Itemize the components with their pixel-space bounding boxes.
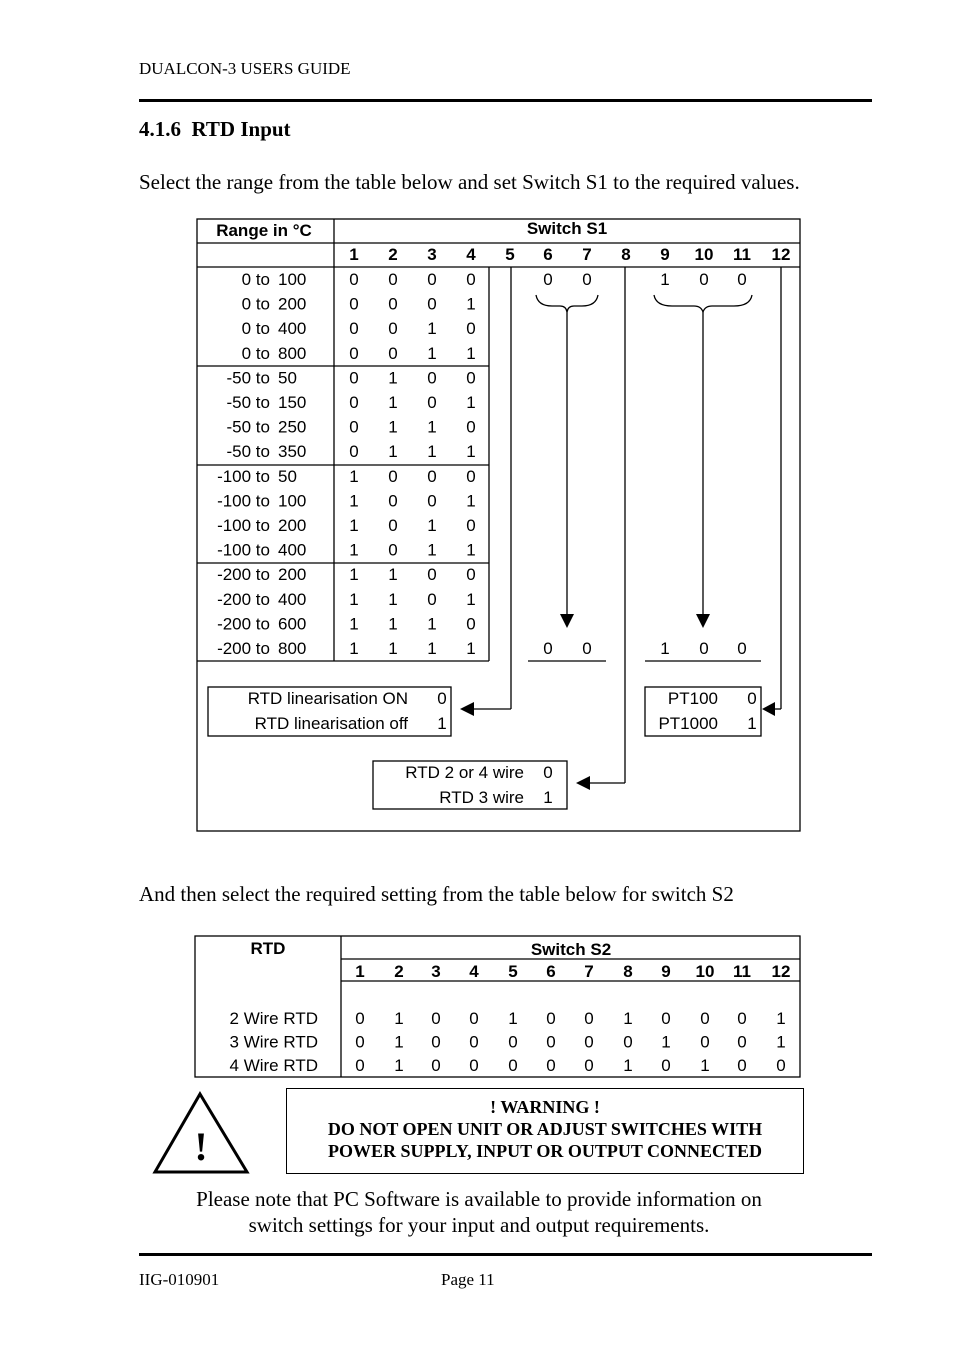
range-from: -50 to bbox=[226, 442, 270, 462]
rtd-wire-label: 3 Wire RTD bbox=[229, 1032, 318, 1052]
range-from: -200 to bbox=[217, 614, 270, 634]
warning-box bbox=[286, 1088, 804, 1174]
note-line-2: switch settings for your input and output requirements. bbox=[248, 1213, 710, 1237]
switch-bit: 0 bbox=[431, 1009, 441, 1028]
switch-column-header: 9 bbox=[661, 962, 671, 981]
switch-bit: 1 bbox=[427, 319, 437, 339]
switch-bit: 1 bbox=[349, 614, 359, 634]
switch-bit: 1 bbox=[394, 1056, 404, 1075]
switch-bit: 0 bbox=[427, 294, 437, 314]
range-to: 400 bbox=[278, 319, 307, 339]
range-from: -200 to bbox=[217, 639, 270, 658]
switch-bit: 0 bbox=[469, 1056, 479, 1075]
switch-bit: 0 bbox=[349, 442, 359, 462]
switch-bit: 1 bbox=[776, 1009, 786, 1028]
switch-bit: 0 bbox=[427, 589, 437, 609]
switch-bit: 0 bbox=[584, 1032, 594, 1052]
switch-bit: 0 bbox=[349, 393, 359, 412]
switch-column-header: 7 bbox=[584, 962, 594, 981]
switch-bit: 0 bbox=[427, 270, 437, 289]
range-to: 400 bbox=[278, 540, 307, 560]
switch-bit: 0 bbox=[355, 1056, 365, 1075]
switch-bit-9-11-result: 0 bbox=[699, 639, 709, 658]
range-to: 100 bbox=[278, 491, 307, 511]
switch-bit: 0 bbox=[776, 1056, 786, 1075]
switch-bit: 0 bbox=[466, 417, 476, 437]
switch-bit: 1 bbox=[427, 540, 437, 560]
range-from: 0 to bbox=[241, 343, 270, 363]
switch-bit-9-11-result: 1 bbox=[660, 639, 670, 658]
switch-bit: 1 bbox=[623, 1009, 633, 1028]
switch-bit: 1 bbox=[508, 1009, 518, 1028]
switch-bit: 1 bbox=[466, 442, 476, 462]
switch-bit: 0 bbox=[546, 1032, 556, 1052]
switch-column-header: 7 bbox=[582, 245, 592, 264]
switch-bit: 1 bbox=[394, 1009, 404, 1028]
switch-bit-9-11: 0 bbox=[699, 270, 709, 289]
switch-bit: 1 bbox=[466, 343, 476, 363]
warning-exclamation: ! bbox=[194, 1124, 208, 1169]
switch-bit: 0 bbox=[388, 540, 398, 560]
switch-bit: 0 bbox=[388, 294, 398, 314]
switch-column-header: 3 bbox=[431, 962, 441, 981]
range-to: 200 bbox=[278, 565, 307, 585]
switch-column-header: 12 bbox=[771, 962, 791, 981]
range-from: -50 to bbox=[226, 393, 270, 412]
switch-bit: 1 bbox=[427, 516, 437, 535]
switch-bit: 0 bbox=[349, 319, 359, 339]
switch-column-header: 4 bbox=[469, 962, 479, 981]
switch-bit: 1 bbox=[388, 589, 398, 609]
range-to: 100 bbox=[278, 270, 307, 289]
switch-bit: 0 bbox=[388, 319, 398, 339]
switch-bit: 0 bbox=[388, 491, 398, 511]
switch-column-header: 11 bbox=[733, 962, 751, 981]
switch-column-header: 10 bbox=[695, 962, 715, 981]
range-to: 800 bbox=[278, 639, 307, 658]
switch-bit: 1 bbox=[388, 614, 398, 634]
switch-bit: 1 bbox=[466, 294, 476, 314]
switch-bit: 0 bbox=[431, 1032, 441, 1052]
switch-bit: 0 bbox=[355, 1009, 365, 1028]
range-to: 800 bbox=[278, 343, 307, 363]
switch-bit: 0 bbox=[431, 1056, 441, 1075]
range-to: 250 bbox=[278, 417, 307, 437]
switch-column-header: 5 bbox=[508, 962, 518, 981]
switch-bit: 0 bbox=[661, 1009, 671, 1028]
switch-bit: 1 bbox=[388, 393, 398, 412]
page-number: Page 11 bbox=[441, 1270, 495, 1289]
sensor-option: PT100 bbox=[667, 689, 718, 708]
switch-bit-6-7: 0 bbox=[543, 270, 553, 289]
note-line-1: Please note that PC Software is available to provide information on bbox=[196, 1187, 762, 1211]
rtd-wire-label: 2 Wire RTD bbox=[229, 1009, 318, 1028]
switch-bit: 1 bbox=[776, 1032, 786, 1052]
switch-bit: 1 bbox=[388, 417, 398, 437]
document-header: DUALCON-3 USERS GUIDE bbox=[139, 59, 351, 78]
sensor-option: PT1000 bbox=[658, 714, 718, 733]
switch-bit: 0 bbox=[355, 1032, 365, 1052]
switch-s2-table bbox=[0, 920, 954, 1090]
switch-bit: 1 bbox=[388, 565, 398, 585]
switch-column-header: 1 bbox=[349, 245, 359, 264]
warning-title: ! WARNING ! bbox=[490, 1097, 600, 1117]
switch-bit: 0 bbox=[466, 565, 476, 585]
switch-s1-header: Switch S1 bbox=[526, 219, 608, 238]
switch-column-header: 2 bbox=[388, 245, 398, 264]
range-from: -50 to bbox=[226, 417, 270, 437]
switch-bit-9-11-result: 0 bbox=[737, 639, 747, 658]
range-from: -100 to bbox=[217, 540, 270, 560]
sensor-value: 1 bbox=[747, 714, 757, 733]
switch-bit: 0 bbox=[546, 1009, 556, 1028]
switch-bit: 1 bbox=[349, 491, 359, 511]
switch-bit: 1 bbox=[349, 639, 359, 658]
range-from: -200 to bbox=[217, 589, 270, 609]
range-from: 0 to bbox=[241, 319, 270, 339]
wire-option: RTD 2 or 4 wire bbox=[405, 763, 524, 782]
switch-column-header: 10 bbox=[694, 245, 714, 264]
switch-bit: 0 bbox=[466, 516, 476, 535]
switch-column-header: 1 bbox=[355, 962, 365, 981]
switch-bit: 1 bbox=[466, 393, 476, 412]
switch-bit: 0 bbox=[661, 1056, 671, 1075]
rtd-wire-label: 4 Wire RTD bbox=[229, 1056, 318, 1075]
switch-s2-header: Switch S2 bbox=[530, 940, 612, 959]
switch-bit: 1 bbox=[349, 466, 359, 486]
warning-line-1: DO NOT OPEN UNIT OR ADJUST SWITCHES WITH bbox=[327, 1119, 763, 1139]
switch-bit: 0 bbox=[349, 294, 359, 314]
linearisation-option: RTD linearisation ON bbox=[247, 689, 408, 708]
switch-column-header: 9 bbox=[660, 245, 670, 264]
linearisation-option: RTD linearisation off bbox=[254, 714, 408, 733]
switch-bit: 0 bbox=[349, 270, 359, 289]
switch-bit: 0 bbox=[388, 516, 398, 535]
warning-triangle-icon bbox=[152, 1090, 252, 1176]
switch-column-header: 6 bbox=[546, 962, 556, 981]
switch-bit: 0 bbox=[737, 1009, 747, 1028]
switch-bit: 0 bbox=[349, 343, 359, 363]
switch-bit: 1 bbox=[349, 540, 359, 560]
switch-bit: 0 bbox=[349, 368, 359, 388]
switch-bit: 0 bbox=[623, 1032, 633, 1052]
switch-column-header: 6 bbox=[543, 245, 553, 264]
switch-bit: 1 bbox=[349, 565, 359, 585]
switch-bit: 0 bbox=[427, 393, 437, 412]
sensor-value: 0 bbox=[747, 689, 757, 708]
switch-bit: 0 bbox=[737, 1056, 747, 1075]
switch-bit: 1 bbox=[427, 343, 437, 363]
wire-value: 1 bbox=[543, 788, 553, 807]
range-to: 50 bbox=[278, 466, 297, 486]
switch-bit: 1 bbox=[661, 1032, 671, 1052]
switch-bit: 0 bbox=[466, 614, 476, 634]
switch-bit: 0 bbox=[737, 1032, 747, 1052]
switch-bit: 0 bbox=[388, 343, 398, 363]
switch-bit: 1 bbox=[427, 417, 437, 437]
linearisation-value: 0 bbox=[437, 689, 447, 708]
switch-bit: 0 bbox=[700, 1032, 710, 1052]
linearisation-value: 1 bbox=[437, 714, 447, 733]
switch-bit: 0 bbox=[427, 565, 437, 585]
switch-bit: 0 bbox=[508, 1032, 518, 1052]
switch-bit: 0 bbox=[508, 1056, 518, 1075]
switch-bit: 0 bbox=[546, 1056, 556, 1075]
switch-bit: 1 bbox=[466, 639, 476, 658]
switch-bit-6-7-result: 0 bbox=[543, 639, 553, 658]
switch-bit: 0 bbox=[466, 368, 476, 388]
range-to: 150 bbox=[278, 393, 307, 412]
switch-column-header: 11 bbox=[733, 245, 751, 264]
switch-bit: 0 bbox=[466, 319, 476, 339]
wire-option: RTD 3 wire bbox=[439, 788, 524, 807]
rtd-header: RTD bbox=[250, 939, 286, 958]
switch-column-header: 8 bbox=[621, 245, 631, 264]
intro-switch-s2: And then select the required setting from the table below for switch S2 bbox=[139, 882, 734, 906]
range-to: 200 bbox=[278, 294, 307, 314]
switch-bit: 1 bbox=[466, 491, 476, 511]
switch-bit: 1 bbox=[388, 442, 398, 462]
switch-bit: 0 bbox=[388, 270, 398, 289]
switch-bit: 0 bbox=[584, 1056, 594, 1075]
switch-bit: 1 bbox=[349, 516, 359, 535]
switch-column-header: 3 bbox=[427, 245, 437, 264]
switch-column-header: 8 bbox=[623, 962, 633, 981]
switch-bit: 1 bbox=[427, 614, 437, 634]
switch-bit: 1 bbox=[388, 368, 398, 388]
switch-bit: 1 bbox=[623, 1056, 633, 1075]
section-number: 4.1.6 bbox=[139, 117, 181, 141]
switch-bit: 1 bbox=[427, 639, 437, 658]
document-id: IIG-010901 bbox=[139, 1270, 220, 1289]
switch-bit: 0 bbox=[700, 1009, 710, 1028]
range-from: -50 to bbox=[226, 368, 270, 388]
switch-bit: 0 bbox=[427, 491, 437, 511]
switch-bit: 0 bbox=[466, 270, 476, 289]
switch-bit: 0 bbox=[427, 368, 437, 388]
range-from: -100 to bbox=[217, 516, 270, 535]
switch-bit: 0 bbox=[469, 1032, 479, 1052]
software-note bbox=[139, 1186, 819, 1238]
switch-column-header: 2 bbox=[394, 962, 404, 981]
range-to: 50 bbox=[278, 368, 297, 388]
range-from: -200 to bbox=[217, 565, 270, 585]
switch-bit-9-11: 0 bbox=[737, 270, 747, 289]
range-header: Range in °C bbox=[216, 221, 312, 240]
intro-switch-s1: Select the range from the table below and set Switch S1 to the required values. bbox=[139, 170, 800, 194]
footer-rule bbox=[139, 1253, 872, 1256]
switch-bit: 1 bbox=[427, 442, 437, 462]
switch-column-header: 12 bbox=[771, 245, 791, 264]
switch-bit: 0 bbox=[469, 1009, 479, 1028]
switch-bit-6-7-result: 0 bbox=[582, 639, 592, 658]
switch-bit: 0 bbox=[466, 466, 476, 486]
switch-column-header: 4 bbox=[466, 245, 476, 264]
switch-bit: 0 bbox=[388, 466, 398, 486]
switch-column-header: 5 bbox=[505, 245, 515, 264]
range-to: 400 bbox=[278, 589, 307, 609]
switch-bit: 0 bbox=[584, 1009, 594, 1028]
wire-value: 0 bbox=[543, 763, 553, 782]
switch-bit: 0 bbox=[349, 417, 359, 437]
switch-bit: 1 bbox=[700, 1056, 710, 1075]
section-heading: RTD Input bbox=[191, 117, 291, 141]
switch-bit-6-7: 0 bbox=[582, 270, 592, 289]
range-to: 350 bbox=[278, 442, 307, 462]
switch-bit: 1 bbox=[394, 1032, 404, 1052]
range-from: 0 to bbox=[241, 294, 270, 314]
switch-bit: 1 bbox=[466, 589, 476, 609]
switch-bit-9-11: 1 bbox=[660, 270, 670, 289]
range-from: 0 to bbox=[241, 270, 270, 289]
switch-bit: 1 bbox=[349, 589, 359, 609]
switch-bit: 0 bbox=[427, 466, 437, 486]
range-to: 600 bbox=[278, 614, 307, 634]
range-to: 200 bbox=[278, 516, 307, 535]
range-from: -100 to bbox=[217, 491, 270, 511]
switch-bit: 1 bbox=[388, 639, 398, 658]
range-from: -100 to bbox=[217, 466, 270, 486]
warning-line-2: POWER SUPPLY, INPUT OR OUTPUT CONNECTED bbox=[327, 1141, 763, 1161]
switch-bit: 1 bbox=[466, 540, 476, 560]
